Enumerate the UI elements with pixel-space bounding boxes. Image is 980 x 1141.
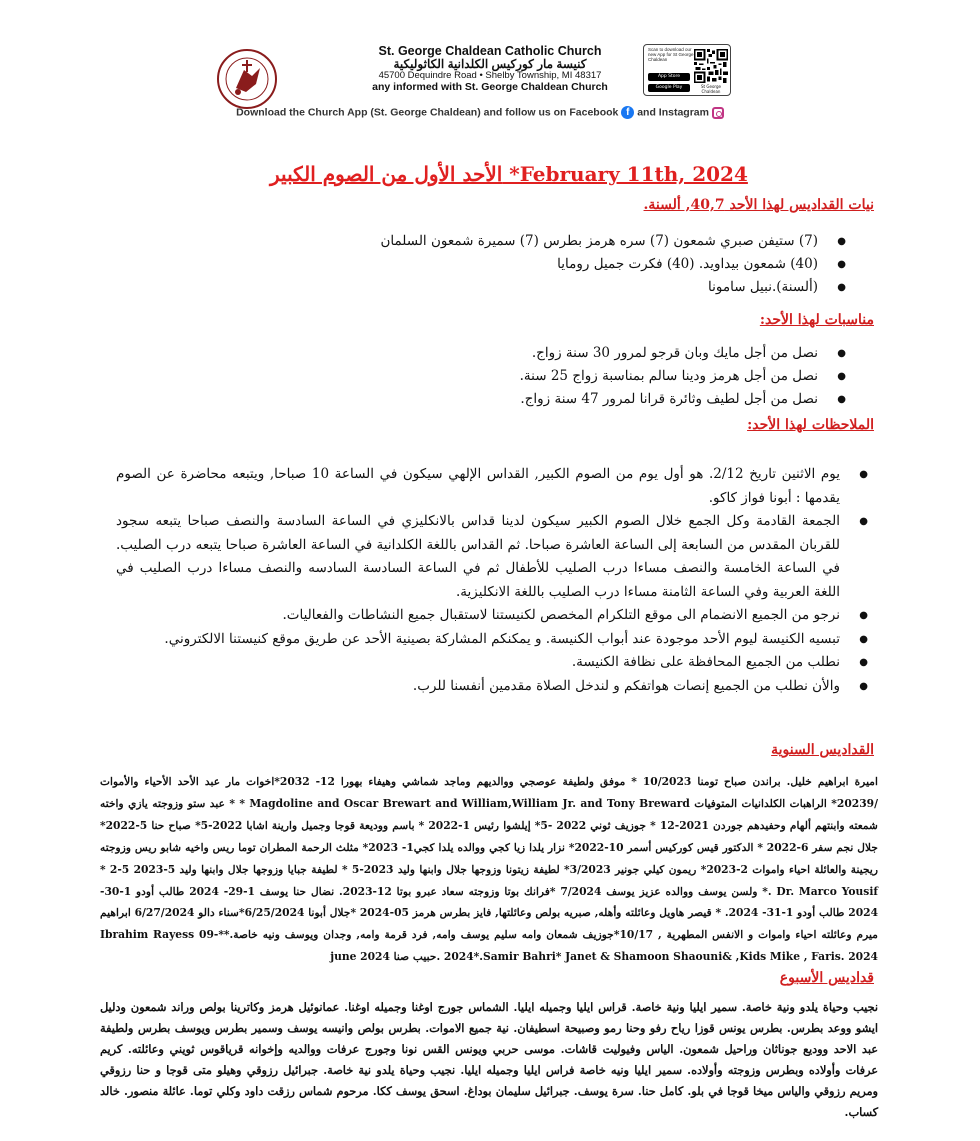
weekly-masses-heading: قداديس الأسبوع xyxy=(779,970,874,986)
google-play-badge[interactable]: Google Play xyxy=(648,84,690,92)
download-app-line xyxy=(200,106,760,119)
church-name: St. George Chaldean Catholic Church xyxy=(378,44,602,58)
occasions-list xyxy=(520,342,840,411)
notes-heading: الملاحظات لهذا الأحد: xyxy=(747,417,874,433)
informed-line: any informed with St. George Chaldean Church xyxy=(372,81,608,94)
list-item: ● الجمعة القادمة وكل الجمع خلال الصوم الكبير سيكون لدينا قداس بالانكليزي في الساعة السادسة والنصف صباحا يتبعه سجود للقربان المقدس من السابعة إلى الساعة العاشرة صباحا. ثم القداس باللغة الكلدانية في الساعة العاشرة صباحا يتبعه درب الصليب. في الساعة الخامسة والنصف مساءا درب الصليب للأطفال ثم في الساعة السادسة السادسه والنصف مساءا درب الصليب في اللغة العربية وفي الساعة الثامنة مساءا درب الصليب باللغة الانكليزية. xyxy=(116,510,840,604)
church-name-arabic: كنيسة مار كوركيس الكلدانية الكاثوليكية xyxy=(393,57,587,71)
list-item: ● نطلب من الجميع المحافظة على نظافة الكنيسة. xyxy=(116,651,840,675)
list-item: ● نصل من أجل هرمز ودينا سالم بمناسبة زواج 25 سنة. xyxy=(520,365,818,388)
list-item: ● (40) شمعون بيداويد. (40) فكرت جميل رومايا xyxy=(380,253,818,276)
annual-masses-text xyxy=(100,771,878,968)
facebook-icon[interactable]: f xyxy=(621,106,634,119)
church-address: 45700 Dequindre Road • Shelby Township, MI 48317 xyxy=(378,70,602,82)
title-text: الأحد الأول من الصوم الكبير *February 11th, 2024 xyxy=(270,162,748,186)
annual-masses-paragraph: اميرة ابراهيم خليل. براندن صباح تومنا 10/2023 * موفق ولطيفة عوصجي ووالديهم وماجد شماشي وهيفاء بهورا 12- 2032*اخوات مار عبد الأحد الأحياء والأموات /20239* الراهبات الكلدانيات المتوفيات Magdoline and Oscar Brewart and William,William Jr. and Tony Breward * * عبد ستو وزوجته يازي واخته شمعته وابنتهم ألهام وحفيدهم جوردن 2021-12 * جوزيف ثوني 2022 -5* إيلشوا رئيس 1-2022 * باسم ووديعة قوجا وجميل وارينة اشابا 2022-5* صباح حنا 5-2022* جلال نجم سفر 6-2022 * الدكتور قيس كوركيس أسمر 10-2022* نزار يلدا زيا كجي ووالده يلدا كجي1- 2023* مثلث الرحمة المطران توما ريس واخيه شابو ريس وزوجته ريجينة والعائلة احياء واموات 2-2023* ريمون كيلي جونير 3/2023* لطيفة زيتونا وزوجها جلال وابنها وليد 2023-5 * لطيفة جبايا وزوجها جلال وابنها وليد 5-2023 5-2 * Dr. Marco Yousif .* ولسن يوسف ووالده عزيز يوسف 7/2024 *فرانك بوتا وزوجته سعاد عبرو بوتا 12-2023. نضال حنا يوسف 1-29- 2024 طالب أودو 1-30- 2024 طالب أودو 1-31- 2024. * قيصر هاويل وعائلته وأهله, صبريه بولص وعائلتها, فايز بطرس هرمز 05-2024 *جلال أبونا 6/25/2024*سناء دالو 6/27/2024 ابراهيم ميرم وعائلته احياء واموات و الانفس المطهرية , 10/17*جوزيف شمعان وامه سليم يوسف وامه, فرد قرمة وامه, وجدان ويوسف ونيه خاصة.**Ibrahim Rayess 09-2024*.Samir Bahri* Janet & Shamoon Shaouni& ,Kids Mike , Faris. 2024 .حبيب صنا june 2024 xyxy=(100,775,879,964)
church-header xyxy=(320,44,660,94)
app-store-badge[interactable]: App Store xyxy=(648,73,690,81)
church-seal-icon xyxy=(216,48,278,110)
weekly-masses-text: نجيب وحياة يلدو ونية خاصة. سمير ايليا ونية خاصة. قراس ايليا وجميله ايليا. الشماس جورج اوغنا وجميله اوغنا. عمانوئيل هرمز وكاترينا بولص وراند شمعون ودليل ايشو ووعد بطرس. بطرس يونس قوزا رياح رفو وحنا رمو وصبيحة اسطيفان. نية جميع الاموات. بطرس بولص وانيسه يوسف وسمير بطرس ويوسف بطرس ولطيفة عبد الاحد ووديع جوناثان وراحيل شمعون. الياس وفيوليت قاشات. موسى حربي ويونس القس نونا وجورج عرفات ووالديه وإخوانه قرياقوس ثويني وعائلته. كريم عرفات وأولاده وبطرس وزوجته وأولاده. سمير ايليا ونيه خاصة فراس ايليا وجميله ايليا. نجيب وحياة يلدو نية خاصة. جبرائيل رزوقي وهيلو متى قوجا و حنا رزوقي ومريم رزوقي والياس ميخا قوجا في بلو. كامل حنا. سرة يوسف. جبرائيل سليمان بوداغ. اسحق يوسف ككا. مرحوم شماس رزقت داود وكلي توما. عائلة منصور. خالد كساب. xyxy=(100,1000,878,1119)
qr-caption: St George Chaldean xyxy=(701,84,721,94)
app-download-box[interactable] xyxy=(643,44,731,96)
list-item: ● والأن نطلب من الجميع إنصات هواتفكم و لندخل الصلاة مقدمين أنفسنا للرب. xyxy=(116,675,840,699)
list-item: ● (7) ستيفن صبري شمعون (7) سره هرمز بطرس (7) سميرة شمعون السلمان xyxy=(380,230,818,253)
qr-code-icon[interactable] xyxy=(694,49,728,83)
download-text: Download the Church App (St. George Chaldean) and follow us on Facebook xyxy=(236,106,619,119)
list-item: ● نصل من أجل لطيف وثائرة قرانا لمرور 47 سنة زواج. xyxy=(520,388,818,411)
list-item: ● تبسيه الكنيسة ليوم الأحد موجودة عند أبواب الكنيسة. و يمكنكم المشاركة بصينية الأحد عن طريق موقع كنيستنا الالكتروني. xyxy=(116,628,840,652)
intentions-list xyxy=(380,230,840,299)
list-item: ● نرجو من الجميع الانضمام الى موقع التلكرام المخصص لكنيستنا لاستقبال جميع النشاطات والفعاليات. xyxy=(116,604,840,628)
and-instagram-text: and Instagram xyxy=(637,106,709,119)
list-item: ● يوم الاثنين تاريخ 2/12. هو أول يوم من الصوم الكبير, القداس الإلهي سيكون في الساعة 10 صباحا, ويتبعه محاضرة عن الصوم يقدمها : أبونا فواز كاكو. xyxy=(116,463,840,510)
occasions-heading: مناسبات لهذا الأحد: xyxy=(759,312,874,328)
notes-list xyxy=(116,463,840,698)
instagram-icon[interactable] xyxy=(712,107,724,119)
list-item: ● (ألسنة).نبيل سامونا xyxy=(380,276,818,299)
qr-scan-text: Scan to download our new App for St George Chaldean xyxy=(648,47,694,63)
list-item: ● نصل من أجل مايك وبان قرجو لمرور 30 سنة زواج. xyxy=(520,342,818,365)
intentions-heading: نيات القداديس لهذا الأحد 40,7, ألسنة. xyxy=(643,197,874,213)
annual-masses-heading: القداديس السنوية xyxy=(771,742,874,758)
page-title xyxy=(270,162,748,187)
